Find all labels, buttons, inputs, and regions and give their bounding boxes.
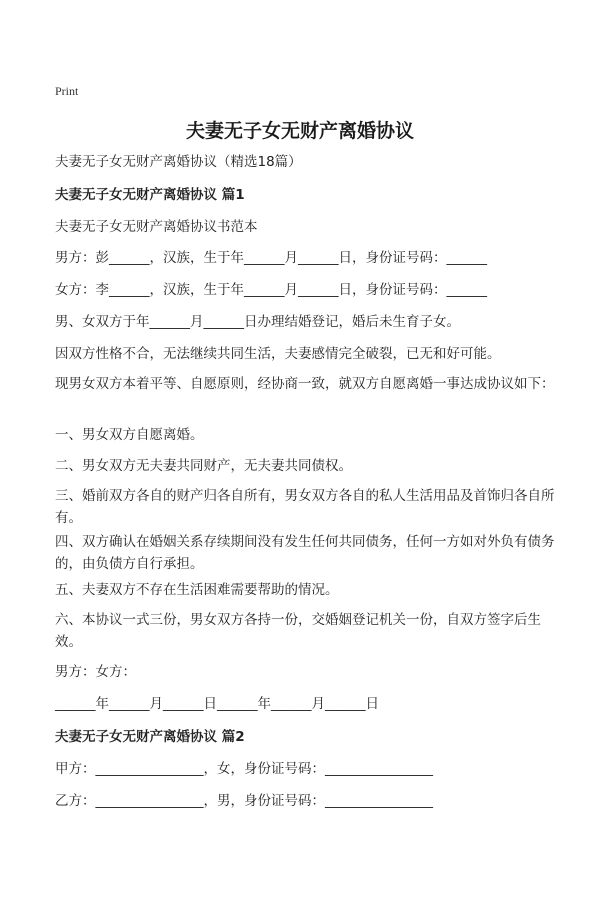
divorce-reason-line: 因双方性格不合，无法继续共同生活，夫妻感情完全破裂，已无和好可能。 xyxy=(55,346,501,362)
template-label: 夫妻无子女无财产离婚协议书范本 xyxy=(55,219,258,235)
male-party-line: 男方：彭______，汉族，生于年______月______日，身份证号码：______ xyxy=(55,250,487,266)
clause-2: 二、男女双方无夫妻共同财产，无夫妻共同债权。 xyxy=(55,458,352,474)
clause-4: 四、双方确认在婚姻关系存续期间没有发生任何共同债务，任何一方如对外负有债务的，由负债方自行承担。 xyxy=(55,534,555,572)
section-heading-2: 夫妻无子女无财产离婚协议 篇2 xyxy=(55,729,245,745)
marriage-registration-line: 男、女双方于年______月______日办理结婚登记，婚后未生育子女。 xyxy=(55,314,460,330)
agreement-intro: 现男女双方本着平等、自愿原则，经协商一致，就双方自愿离婚一事达成协议如下： xyxy=(55,376,555,392)
party-b-line: 乙方：________________，男，身份证号码：________________ xyxy=(55,793,433,809)
clause-3: 三、婚前双方各自的财产归各自所有，男女双方各自的私人生活用品及首饰归各自所有。 xyxy=(55,488,555,526)
section-heading-1: 夫妻无子女无财产离婚协议 篇1 xyxy=(55,187,245,203)
clause-5: 五、夫妻双方不存在生活困难需要帮助的情况。 xyxy=(55,582,339,598)
clause-1: 一、男女双方自愿离婚。 xyxy=(55,427,204,443)
subtitle: 夫妻无子女无财产离婚协议（精选18篇） xyxy=(55,154,302,170)
signature-line: 男方：女方： xyxy=(55,664,136,680)
date-line: ______年______月______日______年______月______日 xyxy=(55,696,379,712)
clause-6: 六、本协议一式三份，男女双方各持一份，交婚姻登记机关一份，自双方签字后生效。 xyxy=(55,612,541,650)
female-party-line: 女方：李______，汉族，生于年______月______日，身份证号码：______ xyxy=(55,282,487,298)
document-title: 夫妻无子女无财产离婚协议 xyxy=(185,120,414,142)
print-label[interactable]: Print xyxy=(55,84,79,98)
party-a-line: 甲方：________________，女，身份证号码：________________ xyxy=(55,761,433,777)
